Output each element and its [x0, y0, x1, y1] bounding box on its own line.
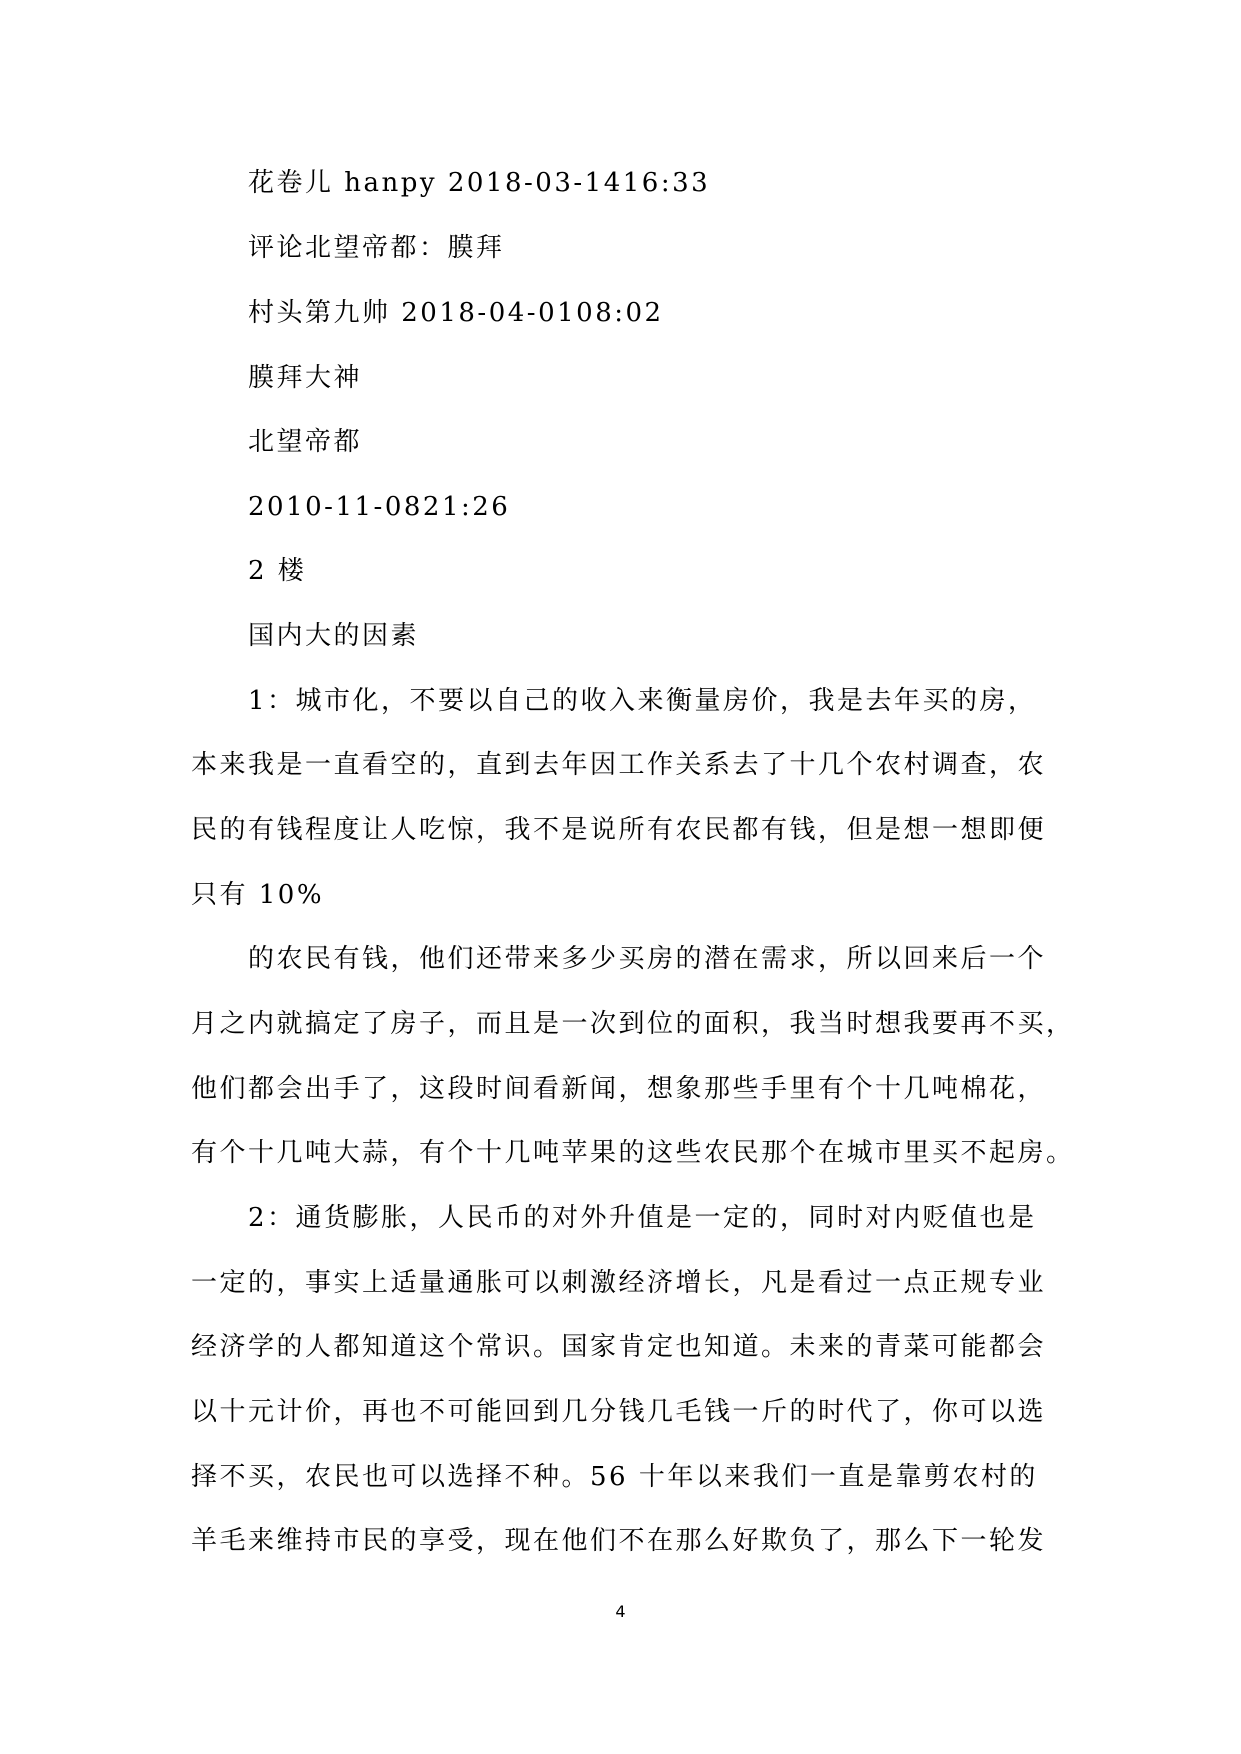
section-heading-line: 国内大的因素: [248, 621, 420, 651]
floor-number-line: 2 楼: [248, 556, 307, 586]
body-text-line: 经济学的人都知道这个常识。国家肯定也知道。未来的青菜可能都会: [191, 1332, 1047, 1362]
comment-author-line: 花卷儿 hanpy 2018-03-1416:33: [248, 168, 711, 198]
body-text-line: 1：城市化，不要以自己的收入来衡量房价，我是去年买的房，: [248, 686, 1037, 716]
comment-text-line: 膜拜大神: [248, 363, 363, 393]
body-text-line: 择不买，农民也可以选择不种。56 十年以来我们一直是靠剪农村的: [191, 1462, 1038, 1492]
body-text-line: 有个十几吨大蒜，有个十几吨苹果的这些农民那个在城市里买不起房。: [191, 1138, 1075, 1168]
comment-author-line: 村头第九帅 2018-04-0108:02: [248, 298, 664, 328]
body-text-line: 月之内就搞定了房子，而且是一次到位的面积，我当时想我要再不买，: [191, 1009, 1075, 1039]
body-text-line: 羊毛来维持市民的享受，现在他们不在那么好欺负了，那么下一轮发: [191, 1526, 1047, 1556]
body-text-line: 以十元计价，再也不可能回到几分钱几毛钱一斤的时代了，你可以选: [191, 1397, 1047, 1427]
post-timestamp-line: 2010-11-0821:26: [248, 492, 511, 522]
body-text-line: 的农民有钱，他们还带来多少买房的潜在需求，所以回来后一个: [248, 944, 1047, 974]
body-text-line: 只有 10%: [191, 880, 325, 910]
page-number: 4: [615, 1602, 626, 1621]
comment-text-line: 评论北望帝都：膜拜: [248, 233, 505, 263]
body-text-line: 他们都会出手了，这段时间看新闻，想象那些手里有个十几吨棉花，: [191, 1074, 1047, 1104]
body-text-line: 2：通货膨胀，人民币的对外升值是一定的，同时对内贬值也是: [248, 1203, 1037, 1233]
body-text-line: 本来我是一直看空的，直到去年因工作关系去了十几个农村调查，农: [191, 750, 1047, 780]
post-author-line: 北望帝都: [248, 427, 363, 457]
body-text-line: 民的有钱程度让人吃惊，我不是说所有农民都有钱，但是想一想即便: [191, 815, 1047, 845]
body-text-line: 一定的，事实上适量通胀可以刺激经济增长，凡是看过一点正规专业: [191, 1268, 1047, 1298]
